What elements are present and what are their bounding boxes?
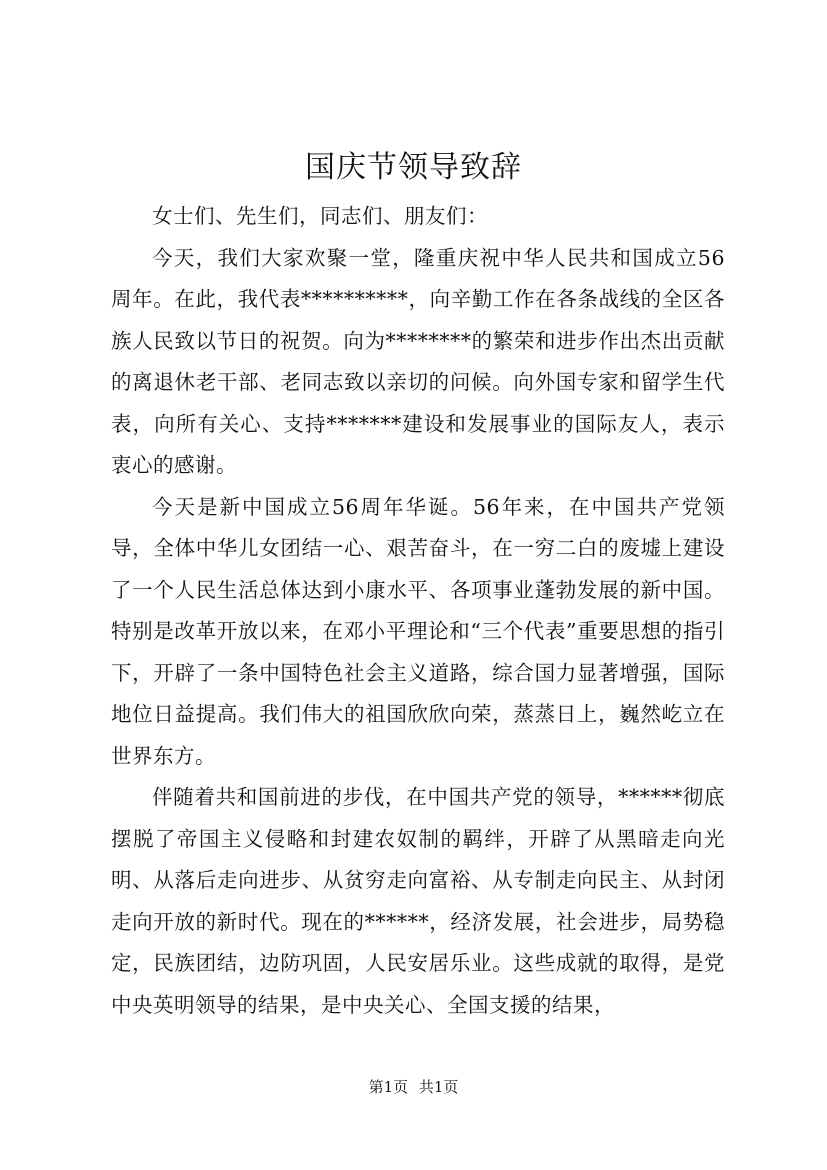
document-body	[111, 196, 725, 1026]
page-number: 第1页	[368, 1078, 409, 1096]
body-paragraph-2: 今天是新中国成立56周年华诞。56年来，在中国共产党领导，全体中华儿女团结一心、艰苦奋斗，在一穷二白的废墟上建设了一个人民生活总体达到小康水平、各项事业蓬勃发展的新中国。特别是改革开放以来，在邓小平理论和“三个代表”重要思想的指引下，开辟了一条中国特色社会主义道路，综合国力显著增强，国际地位日益提高。我们伟大的祖国欣欣向荣，蒸蒸日上，巍然屹立在世界东方。	[111, 494, 725, 768]
body-paragraph-3: 伴随着共和国前进的步伐，在中国共产党的领导，******彻底摆脱了帝国主义侵略和封建农奴制的羁绊，开辟了从黑暗走向光明、从落后走向进步、从贫穷走向富裕、从专制走向民主、从封闭走向开放的新时代。现在的******，经济发展，社会进步，局势稳定，民族团结，边防巩固，人民安居乐业。这些成就的取得，是党中央英明领导的结果，是中央关心、全国支援的结果，	[111, 785, 725, 1017]
page-total: 共1页	[418, 1078, 459, 1096]
document-title: 国庆节领导致辞	[305, 150, 522, 185]
salutation-paragraph: 女士们、先生们，同志们、朋友们：	[152, 204, 488, 228]
page-footer	[0, 1077, 827, 1097]
body-paragraph-1: 今天，我们大家欢聚一堂，隆重庆祝中华人民共和国成立56周年。在此，我代表**********，向辛勤工作在各条战线的全区各族人民致以节日的祝贺。向为********的繁荣和进步作出杰出贡献的离退休老干部、老同志致以亲切的问候。向外国专家和留学生代表，向所有关心、支持*******建设和发展事业的国际友人，表示衷心的感谢。	[111, 245, 725, 477]
